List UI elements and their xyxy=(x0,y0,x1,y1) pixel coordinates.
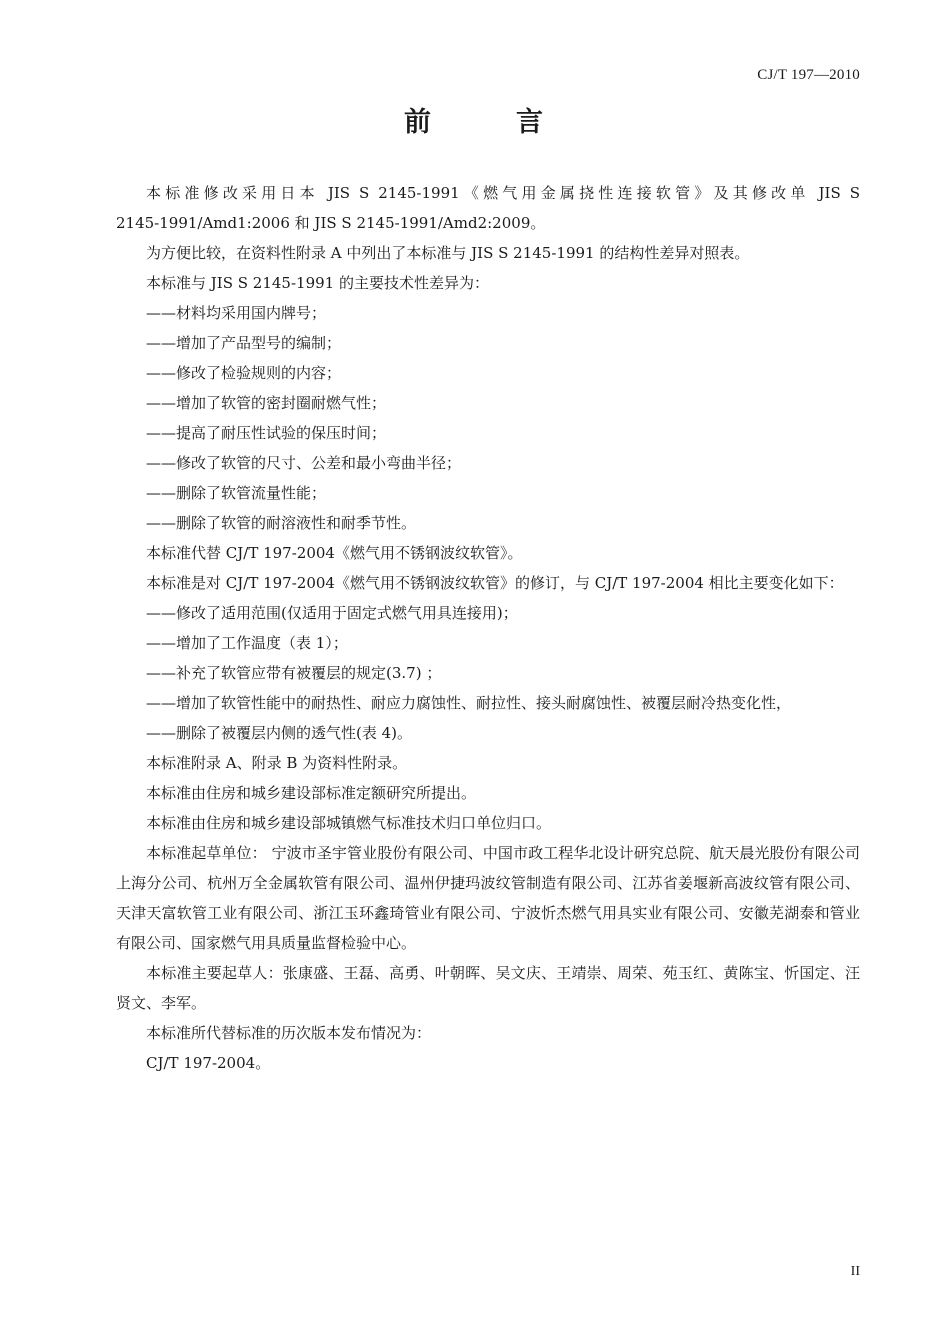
paragraph-history-version: CJ/T 197-2004。 xyxy=(146,1054,271,1072)
foreword-body xyxy=(116,178,860,1078)
paragraph-replaces: 本标准代替 CJ/T 197-2004《燃气用不锈钢波纹软管》。 xyxy=(146,544,523,562)
list-item: ——修改了软管的尺寸、公差和最小弯曲半径； xyxy=(146,454,462,472)
list-item: ——增加了产品型号的编制； xyxy=(146,334,342,352)
list-item: ——删除了软管的耐溶液性和耐季节性。 xyxy=(146,514,417,532)
title-char-2: 言 xyxy=(516,107,546,138)
paragraph-history-intro: 本标准所代替标准的历次版本发布情况为： xyxy=(146,1024,432,1042)
title-char-1: 前 xyxy=(404,107,434,138)
paragraph-annexes: 本标准附录 A、附录 B 为资料性附录。 xyxy=(146,754,408,772)
list-item: ——补充了软管应带有被覆层的规定(3.7) ； xyxy=(146,664,442,682)
list-item: ——增加了软管性能中的耐热性、耐应力腐蚀性、耐拉性、接头耐腐蚀性、被覆层耐冷热变化性， xyxy=(146,694,792,712)
list-item: ——删除了被覆层内侧的透气性(表 4)。 xyxy=(146,724,413,742)
paragraph-proposed-by: 本标准由住房和城乡建设部标准定额研究所提出。 xyxy=(146,784,477,802)
list-item: ——提高了耐压性试验的保压时间； xyxy=(146,424,387,442)
list-item: ——增加了软管的密封圈耐燃气性； xyxy=(146,394,387,412)
paragraph-comparison: 为方便比较，在资料性附录 A 中列出了本标准与 JIS S 2145-1991 的结构性差异对照表。 xyxy=(146,244,750,262)
paragraph-adoption-line1: 本标准修改采用日本 JIS S 2145-1991《燃气用金属挠性连接软管》及其修改单 JIS S xyxy=(146,184,860,202)
list-item: ——删除了软管流量性能； xyxy=(146,484,327,502)
paragraph-revision: 本标准是对 CJ/T 197-2004《燃气用不锈钢波纹软管》的修订，与 CJ/T 197-2004 相比主要变化如下： xyxy=(146,574,844,592)
list-item: ——修改了适用范围(仅适用于固定式燃气用具连接用)； xyxy=(146,604,518,622)
list-item: ——增加了工作温度（表 1）； xyxy=(146,634,348,652)
list-item: ——材料均采用国内牌号； xyxy=(146,304,327,322)
list-item: ——修改了检验规则的内容； xyxy=(146,364,342,382)
paragraph-adoption-line2: 2145-1991/Amd1:2006 和 JIS S 2145-1991/Amd2:2009。 xyxy=(116,214,546,232)
paragraph-centralized-by: 本标准由住房和城乡建设部城镇燃气标准技术归口单位归口。 xyxy=(146,814,552,832)
page-number: II xyxy=(850,1264,860,1279)
paragraph-drafters: 本标准主要起草人：张康盛、王磊、高勇、叶朝晖、吴文庆、王靖崇、周荣、苑玉红、黄陈宝、忻国定、汪贤文、李军。 xyxy=(116,964,860,1012)
page-title xyxy=(0,100,950,139)
paragraph-differences-intro: 本标准与 JIS S 2145-1991 的主要技术性差异为： xyxy=(146,274,489,292)
standard-code: CJ/T 197—2010 xyxy=(757,67,860,83)
paragraph-drafting-units: 本标准起草单位： 宁波市圣宇管业股份有限公司、中国市政工程华北设计研究总院、航天晨光股份有限公司上海分公司、杭州万全金属软管有限公司、温州伊捷玛波纹管制造有限公司、江苏省姜堰新高波纹管有限公司、天津天富软管工业有限公司、浙江玉环鑫琦管业有限公司、宁波忻杰燃气用具实业有限公司、安徽芜湖泰和管业有限公司、国家燃气用具质量监督检验中心。 xyxy=(116,844,860,952)
